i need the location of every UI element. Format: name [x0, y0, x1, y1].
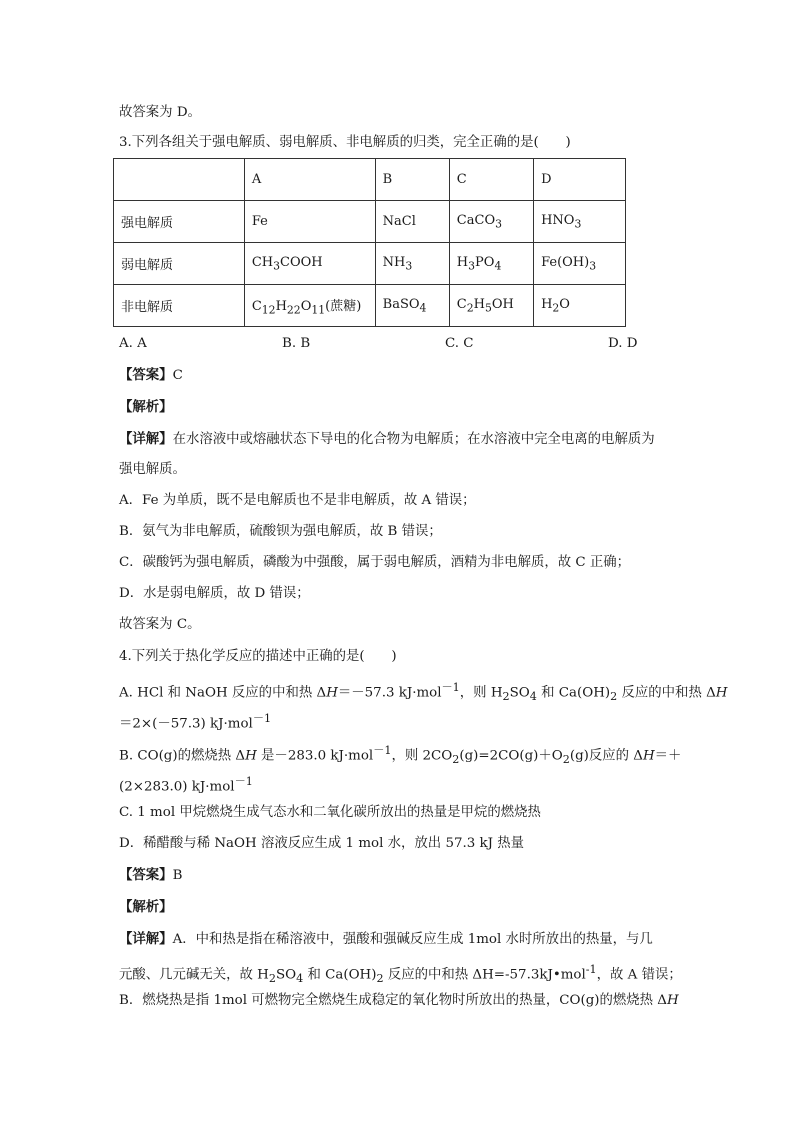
table-header-row [114, 159, 626, 201]
option-c: C. C [445, 336, 474, 351]
table-header-a: A [244, 159, 375, 201]
q4-option-b: B. CO(g)的燃烧热 ΔH 是－283.0 kJ·mol$^{-1}$，则 $2CO_2(g)=2CO(g)+O_2(g)$反应的 ΔH＝＋ [119, 744, 682, 767]
cell-d: $HNO_3$ [534, 201, 626, 243]
q4-detail-b-line1: B．燃烧热是指 1mol 可燃物完全燃烧生成稳定的氧化物时所放出的热量，CO(g)的燃烧热 ΔH [119, 993, 679, 1008]
cell-a: Fe [244, 201, 375, 243]
q4-answer: 【答案】B [119, 867, 183, 883]
q4-option-b-cont: (2×283.0) kJ·mol$^{-1}$ [119, 775, 253, 795]
q4-detail-a-line1: 【详解】A．中和热是指在稀溶液中，强酸和强碱反应生成 1mol 水时所放出的热量，与几 [119, 931, 653, 947]
q4-stem: 4.下列关于热化学反应的描述中正确的是( ) [119, 649, 397, 664]
q4-option-d: D．稀醋酸与稀 NaOH 溶液反应生成 1 mol 水，放出 57.3 kJ 热量 [119, 836, 525, 851]
q3-analysis-label: 【解析】 [119, 399, 173, 415]
q4-analysis-label: 【解析】 [119, 899, 173, 915]
option-b: B. B [282, 336, 311, 351]
table-row [114, 285, 626, 327]
table-row [114, 243, 626, 285]
table-header-c: C [449, 159, 533, 201]
q3-answer: 【答案】C [119, 367, 183, 383]
q3-detail-a: A．Fe 为单质，既不是电解质也不是非电解质，故 A 错误； [119, 493, 476, 508]
q3-detail-c: C．碳酸钙为强电解质，磷酸为中强酸，属于弱电解质，酒精为非电解质，故 C 正确； [119, 555, 631, 570]
cell-b: BaSO$_4$ [375, 285, 449, 327]
q2-conclusion: 故答案为 D。 [119, 105, 201, 120]
cell-d: $H_2O$ [534, 285, 626, 327]
q4-detail-a-line2: 元酸、几元碱无关，故 $H_2SO_4$ 和 $Ca(OH)_2$ 反应的中和热 ΔH=-57.3kJ•mol$^{-1}$，故 A 错误； [119, 963, 682, 986]
q3-table [113, 158, 626, 327]
table-header-b: B [375, 159, 449, 201]
cell-b: $NH_3$ [375, 243, 449, 285]
q3-detail-line2: 强电解质。 [119, 462, 186, 477]
cell-a: $C_{12}H_{22}O_{11}$(蔗糖) [244, 285, 375, 327]
cell-a: $CH_3COOH$ [244, 243, 375, 285]
cell-d: $Fe(OH)_3$ [534, 243, 626, 285]
cell-c: CaCO$_3$ [449, 201, 533, 243]
q3-detail-line1: 【详解】在水溶液中或熔融状态下导电的化合物为电解质；在水溶液中完全电离的电解质为 [119, 431, 655, 447]
cell-c: $H_3PO_4$ [449, 243, 533, 285]
cell-b: NaCl [375, 201, 449, 243]
q4-option-a-cont: ＝2×(－57.3) kJ·mol$^{-1}$ [119, 712, 272, 732]
q4-option-c: C. 1 mol 甲烷燃烧生成气态水和二氧化碳所放出的热量是甲烷的燃烧热 [119, 805, 541, 820]
row-label: 弱电解质 [114, 243, 245, 285]
q3-detail-d: D．水是弱电解质，故 D 错误； [119, 586, 310, 601]
table-header-empty [114, 159, 245, 201]
q4-option-a: A. HCl 和 NaOH 反应的中和热 ΔH＝－57.3 kJ·mol$^{-1}$，则 $H_2SO_4$ 和 $Ca(OH)_2$ 反应的中和热 ΔH [119, 681, 728, 704]
row-label: 强电解质 [114, 201, 245, 243]
table-row [114, 201, 626, 243]
option-d: D. D [608, 336, 638, 351]
table-header-d: D [534, 159, 626, 201]
cell-c: $C_2H_5OH$ [449, 285, 533, 327]
q3-detail-b: B．氨气为非电解质，硫酸钡为强电解质，故 B 错误； [119, 524, 442, 539]
q3-options [119, 336, 639, 354]
q3-stem: 3.下列各组关于强电解质、弱电解质、非电解质的归类，完全正确的是( ) [119, 135, 571, 150]
row-label: 非电解质 [114, 285, 245, 327]
option-a: A. A [119, 336, 147, 351]
q3-conclusion: 故答案为 C。 [119, 617, 201, 632]
